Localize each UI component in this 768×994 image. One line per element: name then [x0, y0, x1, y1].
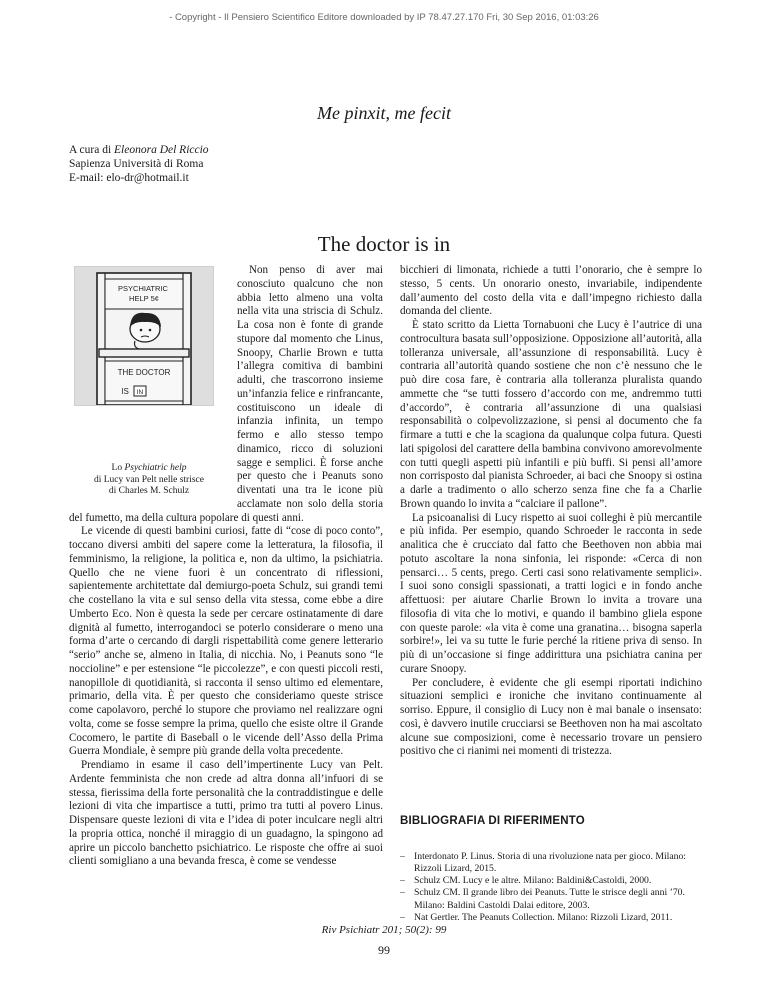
figure-caption	[69, 463, 229, 498]
right-column	[400, 264, 702, 924]
editor-line	[69, 143, 209, 157]
editor-affiliation: Sapienza Università di Roma	[69, 158, 204, 170]
caption-line	[69, 463, 229, 475]
sign-flag-in: IN	[136, 389, 144, 396]
bibliography-text: Schulz CM. Lucy e le altre. Milano: Baldini&Castoldi, 2000.	[414, 875, 652, 887]
booth-illustration	[75, 267, 213, 405]
bibliography-item	[400, 887, 702, 911]
section-title: Me pinxit, me fecit	[317, 103, 451, 123]
editor-prefix: A cura di	[69, 144, 115, 156]
page-number: 99	[378, 943, 390, 957]
bibliography-dash: –	[400, 875, 405, 887]
sign-top-line: PSYCHIATRIC	[118, 284, 168, 293]
article-title: The doctor is in	[317, 232, 451, 256]
journal-reference: Riv Psichiatr 201; 50(2): 99	[321, 924, 447, 936]
caption-line: di Charles M. Schulz	[108, 486, 190, 496]
bibliography-list	[400, 851, 702, 924]
sign-bottom-text: THE DOCTOR	[117, 368, 171, 377]
caption-prefix: Lo	[111, 463, 125, 473]
paragraph: Prendiamo in esame il caso dell’impertinente Lucy van Pelt. Ardente femminista che non crede ad altra donna all’infuori di se stessa, fierissima della forte personalità che la contraddistingue e delle lezioni di vita che impartisce a tutti, primo tra tutti al povero Linus. Dispensare queste lezioni di vita e l’idea di poter inculcare negli altri la propria ottica, nonché il miraggio di un guadagno, la spingono ad aprire un piccolo banchetto psichiatrico. Le risposte che offre ai suoi clienti somigliano a una bevanda fresca, è come se vendesse	[69, 759, 383, 868]
bibliography-item	[400, 912, 702, 924]
sign-bottom-is: IS	[121, 387, 129, 396]
paragraph: Per concludere, è evidente che gli esempi riportati indichino situazioni semplici e ironiche che invitano continuamente al sorriso. Eppure, il consiglio di Lucy non è mai banale o insensato: così, è davvero inutile crucciarsi se Beethoven non ha mai ascoltato alcune sue composizioni, come è necessario trovare un pensiero positivo che ci rianimi nei momenti di tristezza.	[400, 676, 702, 758]
copyright-notice: - Copyright - Il Pensiero Scientifico Editore downloaded by IP 78.47.27.170 Fri, 30 Sep 2016, 01:03:26	[169, 12, 599, 23]
left-column	[69, 264, 383, 869]
caption-line: di Lucy van Pelt nelle strisce	[93, 474, 204, 485]
editor-name: Eleonora Del Riccio	[114, 144, 209, 156]
paragraph: Non penso di aver mai conosciuto qualcuno che non abbia letto almeno una volta nella vita una striscia di Schulz. La cosa non è fonte di grande stupore dal momento che Linus, Snoopy, Charlie Brown e tutta l’allegra comitiva di bambini adulti, che trascorrono insieme un’infanzia felice e rinfrancante, costituiscono un ideale di infanzia infinita, un tempo fermo e allo stesso tempo dinamico, ricco di soluzioni sagge e semplici. È forse anche per questo che i Peanuts sono diventati una tra le icone più acclamate non solo della storia del fumetto, ma della cultura popolare di questi anni.	[69, 264, 383, 524]
bibliography-heading: BIBLIOGRAFIA DI RIFERIMENTO	[400, 815, 585, 827]
bibliography-dash: –	[400, 911, 405, 923]
paragraph: bicchieri di limonata, richiede a tutti l’onorario, che è sempre lo stesso, 5 cents. Un onorario onesto, invariabile, indipendente dall’aumento del costo della vita e dall’impegno richiesto dalla domanda del cliente.	[400, 264, 702, 318]
bibliography-item	[400, 851, 702, 875]
sign-top-line: HELP 5¢	[129, 294, 159, 303]
bibliography-item	[400, 875, 702, 887]
figure	[69, 264, 229, 498]
bibliography-dash: –	[400, 887, 405, 899]
editor-info	[69, 143, 209, 185]
lucy-psychiatric-booth-image	[74, 266, 214, 406]
bibliography-text: Interdonato P. Linus. Storia di una rivoluzione nata per gioco. Milano: Rizzoli Lizard, 2015.	[414, 850, 687, 874]
paragraph: La psicoanalisi di Lucy rispetto ai suoi colleghi è più mercantile e più infida. Per esempio, quando Schroeder le racconta in sede analitica che è crucciato dal fatto che Beethoven non abbia mai potuto ascoltare la nona sinfonia, lei risponde: «Cerca di non pensarci… 5 cents, prego. Certi casi sono relativamente semplici». I suoi sono consigli spassionati, a tratti logici e in fondo anche affettuosi: per aiutare Charlie Brown lo invita a trovare una filosofia di vita che lo motivi, e quando il bambino gliela espone con queste parole: «la vita è come una granatina… bisogna saperla sorbire!», lei va su tutte le furie perché la ritiene priva di senso. In più di un’occasione si finge addirittura una psichiatra canina per curare Snoopy.	[400, 511, 702, 675]
editor-email: E-mail: elo-dr@hotmail.it	[69, 172, 189, 184]
paragraph: È stato scritto da Lietta Tornabuoni che Lucy è l’autrice di una controcultura basata sull’opposizione. Opposizione all’autorità, alla tolleranza universale, all’assunzione di responsabilità. Lucy è contraria all’autorità quando sostiene che non c’è nessuno che le può dire cosa fare, è contraria alla tolleranza pluralista quando ammette che “se tutti fossero d’accordo con me, andremmo tutti d’accordo”, è contraria all’assunzione di una qualsiasi responsabilità o colpevolizzazione, si pensi al documento che fa firmare a tutti e che la scagiona da qualunque colpa futura. Questi lati spigolosi del carattere della bambina convivono amorevolmente con tutti quegli aspetti più infantili e più buffi. Si pensi all’amore non corrisposto dal pianista Schroeder, ai baci che Snoopy si ostina a darle a tradimento o allo scherzo senza fine che fa a Charlie Brown quando lo invita a “calciare il pallone”.	[400, 319, 702, 510]
bibliography-dash: –	[400, 850, 405, 862]
caption-italic: Psychiatric help	[124, 463, 187, 473]
bibliography-text: Nat Gertler. The Peanuts Collection. Milano: Rizzoli Lizard, 2011.	[414, 911, 673, 923]
paragraph: Le vicende di questi bambini curiosi, fatte di “cose di poco conto”, toccano diversi ambiti del sapere come la letteratura, la filosofia, il femminismo, la religione, la politica e, non da ultimo, la psichiatria. Quello che ne viene fuori è un concentrato di riflessioni, sapientemente architettate dal demiurgo-poeta Schulz, sui grandi temi che costellano la vita e sul senso della vita stessa, come ebbe a dire Umberto Eco. Non è questa la sede per cercare ostinatamente di dare dignità al fumetto, interrogandoci se poterlo considerare o meno una forma d’arte o cercando di dargli rispettabilità come genere letterario “serio” anche se, almeno in Italia, di nicchia. No, i Peanuts sono “le noccioline” e per estensione “le piccolezze”, e con questi piccoli resti, nanopillole di quotidianità, si racconta il senso ultimo ed elementare, primario, della vita. È per questo che consideriamo queste strisce come capolavoro, perché lo stupore che proviamo nel realizzare ogni volta, come se fosse sempre la prima, quello che esiste oltre il Grande Cocomero, le partite di Baseball o le vicende dell’Asso della Prima Guerra Mondiale, è sempre più grande della volta precedente.	[69, 525, 383, 758]
bibliography-text: Schulz CM. Il grande libro dei Peanuts. Tutte le strisce degli anni ’70. Milano: Baldini Castoldi Dalai editore, 2003.	[414, 887, 685, 911]
